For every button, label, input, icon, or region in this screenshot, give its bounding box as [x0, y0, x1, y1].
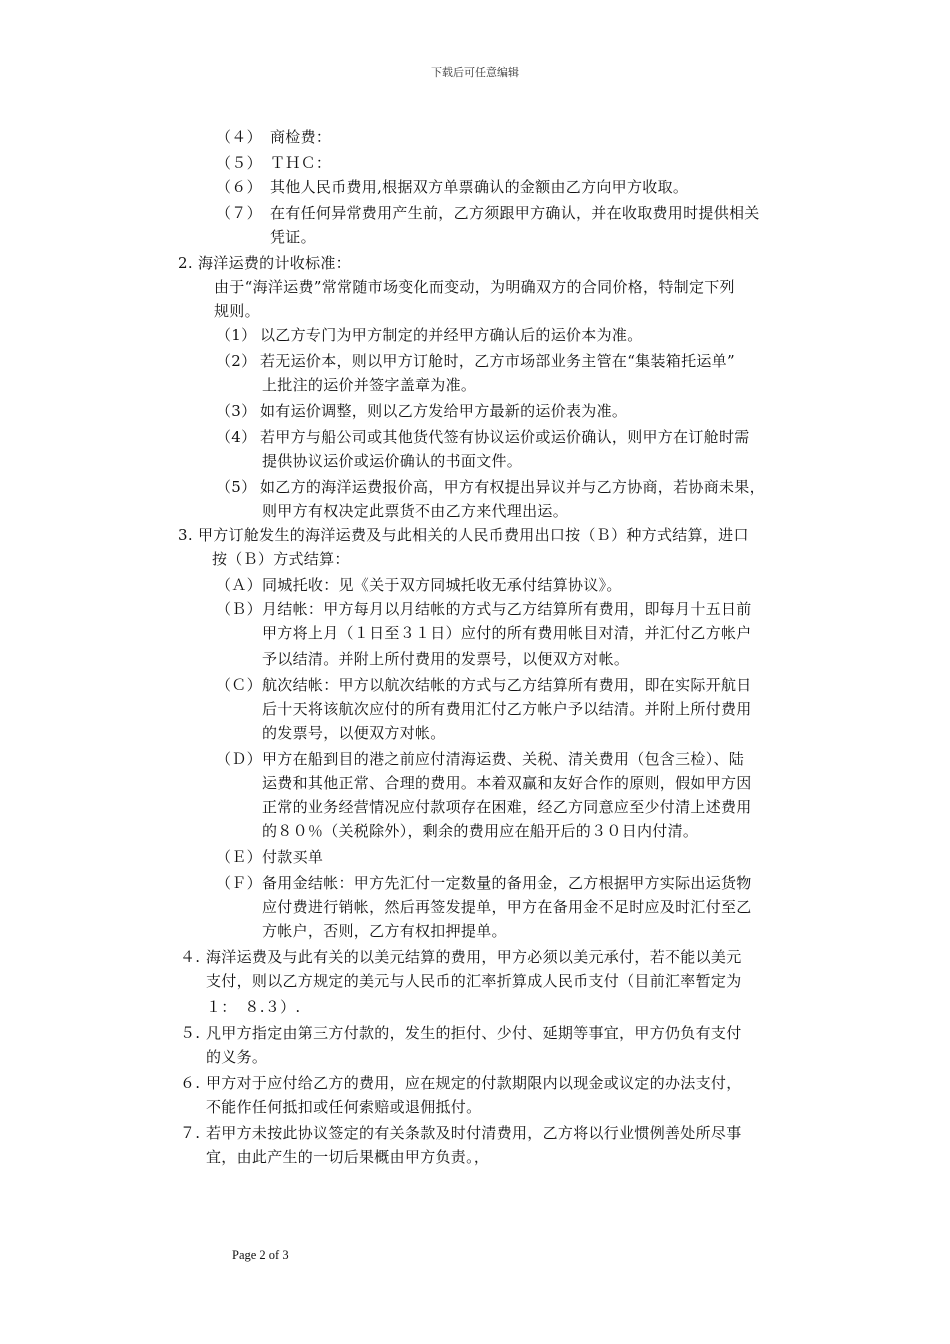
section-intro: 规则。: [214, 302, 260, 320]
rule-text: 以乙方专门为甲方制定的并经甲方确认后的运价本为准。: [260, 326, 643, 344]
clause-text: 若甲方未按此协议签定的有关条款及时付清费用，乙方将以行业惯例善处所尽事: [206, 1124, 742, 1142]
option-text: 同城托收：见《关于双方同城托收无承付结算协议》。: [262, 576, 622, 594]
option-text: 甲方将上月（１日至３１日）应付的所有费用帐目对清，并汇付乙方帐户: [262, 624, 752, 642]
page-footer: Page 2 of 3: [232, 1248, 289, 1262]
item-text: 凭证。: [270, 228, 316, 246]
option-text: 付款买单: [262, 848, 324, 866]
clause-text: 海洋运费及与此有关的以美元结算的费用，甲方必须以美元承付，若不能以美元: [206, 948, 742, 966]
clause-text: 的义务。: [206, 1048, 268, 1066]
clause-text: 凡甲方指定由第三方付款的，发生的拒付、少付、延期等事宜，甲方仍负有支付: [206, 1024, 742, 1042]
rule-text: 若无运价本，则以甲方订舱时，乙方市场部业务主管在“集装箱托运单”: [260, 352, 735, 370]
rule-marker: （3）: [216, 402, 257, 420]
section-heading: 2. 海洋运费的计收标准：: [178, 254, 351, 272]
option-text: 方帐户，否则，乙方有权扣押提单。: [262, 922, 507, 940]
clause-text: １： ８.３）.: [206, 998, 301, 1016]
item-text: ＴＨＣ：: [270, 154, 332, 172]
rule-text: 上批注的运价并签字盖章为准。: [262, 376, 477, 394]
item-marker: （４）: [216, 128, 262, 146]
option-text: 航次结帐：甲方以航次结帐的方式与乙方结算所有费用，即在实际开航日: [262, 676, 752, 694]
rule-text: 提供协议运价或运价确认的书面文件。: [262, 452, 523, 470]
option-text: 备用金结帐：甲方先汇付一定数量的备用金，乙方根据甲方实际出运货物: [262, 874, 752, 892]
clause-text: 不能作任何抵扣或任何索赔或退佣抵付。: [206, 1098, 482, 1116]
rule-text: 则甲方有权决定此票货不由乙方来代理出运。: [262, 502, 569, 520]
rule-marker: （5）: [216, 478, 257, 496]
clause-text: 甲方对于应付给乙方的费用，应在规定的付款期限内以现金或议定的办法支付，: [206, 1074, 742, 1092]
clause-text: 宜，由此产生的一切后果概由甲方负责。，: [206, 1148, 490, 1166]
option-text: 后十天将该航次应付的所有费用汇付乙方帐户予以结清。并附上所付费用: [262, 700, 752, 718]
option-marker: （Ａ）: [216, 576, 262, 594]
option-text: 的８０％（关税除外），剩余的费用应在船开后的３０日内付清。: [262, 822, 699, 840]
item-marker: （７）: [216, 204, 262, 222]
option-text: 正常的业务经营情况应付款项存在困难，经乙方同意应至少付清上述费用: [262, 798, 752, 816]
option-text: 甲方在船到目的港之前应付清海运费、关税、清关费用（包含三检）、陆: [262, 750, 745, 768]
rule-marker: （1）: [216, 326, 257, 344]
option-marker: （Ｂ）: [216, 600, 262, 618]
option-text: 的发票号，以便双方对帐。: [262, 724, 446, 742]
item-text: 在有任何异常费用产生前，乙方须跟甲方确认，并在收取费用时提供相关: [270, 204, 760, 222]
rule-text: 如有运价调整，则以乙方发给甲方最新的运价表为准。: [260, 402, 628, 420]
clause-marker: ５.: [180, 1024, 201, 1042]
item-text: 其他人民币费用,根据双方单票确认的金额由乙方向甲方收取。: [270, 178, 689, 196]
item-marker: （６）: [216, 178, 262, 196]
option-marker: （Ｅ）: [216, 848, 262, 866]
option-marker: （Ｄ）: [216, 750, 262, 768]
clause-marker: ６.: [180, 1074, 201, 1092]
option-text: 予以结清。并附上所付费用的发票号，以便双方对帐。: [262, 650, 630, 668]
option-marker: （Ｆ）: [216, 874, 262, 892]
item-marker: （５）: [216, 154, 262, 172]
rule-marker: （2）: [216, 352, 257, 370]
option-marker: （Ｃ）: [216, 676, 262, 694]
section-intro: 由于“海洋运费”常常随市场变化而变动，为明确双方的合同价格，特制定下列: [214, 278, 735, 296]
rule-marker: （4）: [216, 428, 257, 446]
item-text: 商检费：: [270, 128, 332, 146]
page-header: 下载后可任意编辑: [431, 66, 519, 79]
clause-marker: ４.: [180, 948, 201, 966]
rule-text: 如乙方的海洋运费报价高，甲方有权提出异议并与乙方协商，若协商未果，: [260, 478, 765, 496]
option-text: 运费和其他正常、合理的费用。本着双赢和友好合作的原则，假如甲方因: [262, 774, 752, 792]
option-text: 应付费进行销帐，然后再签发提单，甲方在备用金不足时应及时汇付至乙: [262, 898, 752, 916]
clause-text: 支付，则以乙方规定的美元与人民币的汇率折算成人民币支付（目前汇率暂定为: [206, 972, 742, 990]
section-heading: 按（Ｂ）方式结算：: [212, 550, 350, 568]
rule-text: 若甲方与船公司或其他货代签有协议运价或运价确认，则甲方在订舱时需: [260, 428, 750, 446]
section-heading: 3. 甲方订舱发生的海洋运费及与此相关的人民币费用出口按（Ｂ）种方式结算，进口: [178, 526, 749, 544]
option-text: 月结帐：甲方每月以月结帐的方式与乙方结算所有费用，即每月十五日前: [262, 600, 752, 618]
clause-marker: ７.: [180, 1124, 201, 1142]
